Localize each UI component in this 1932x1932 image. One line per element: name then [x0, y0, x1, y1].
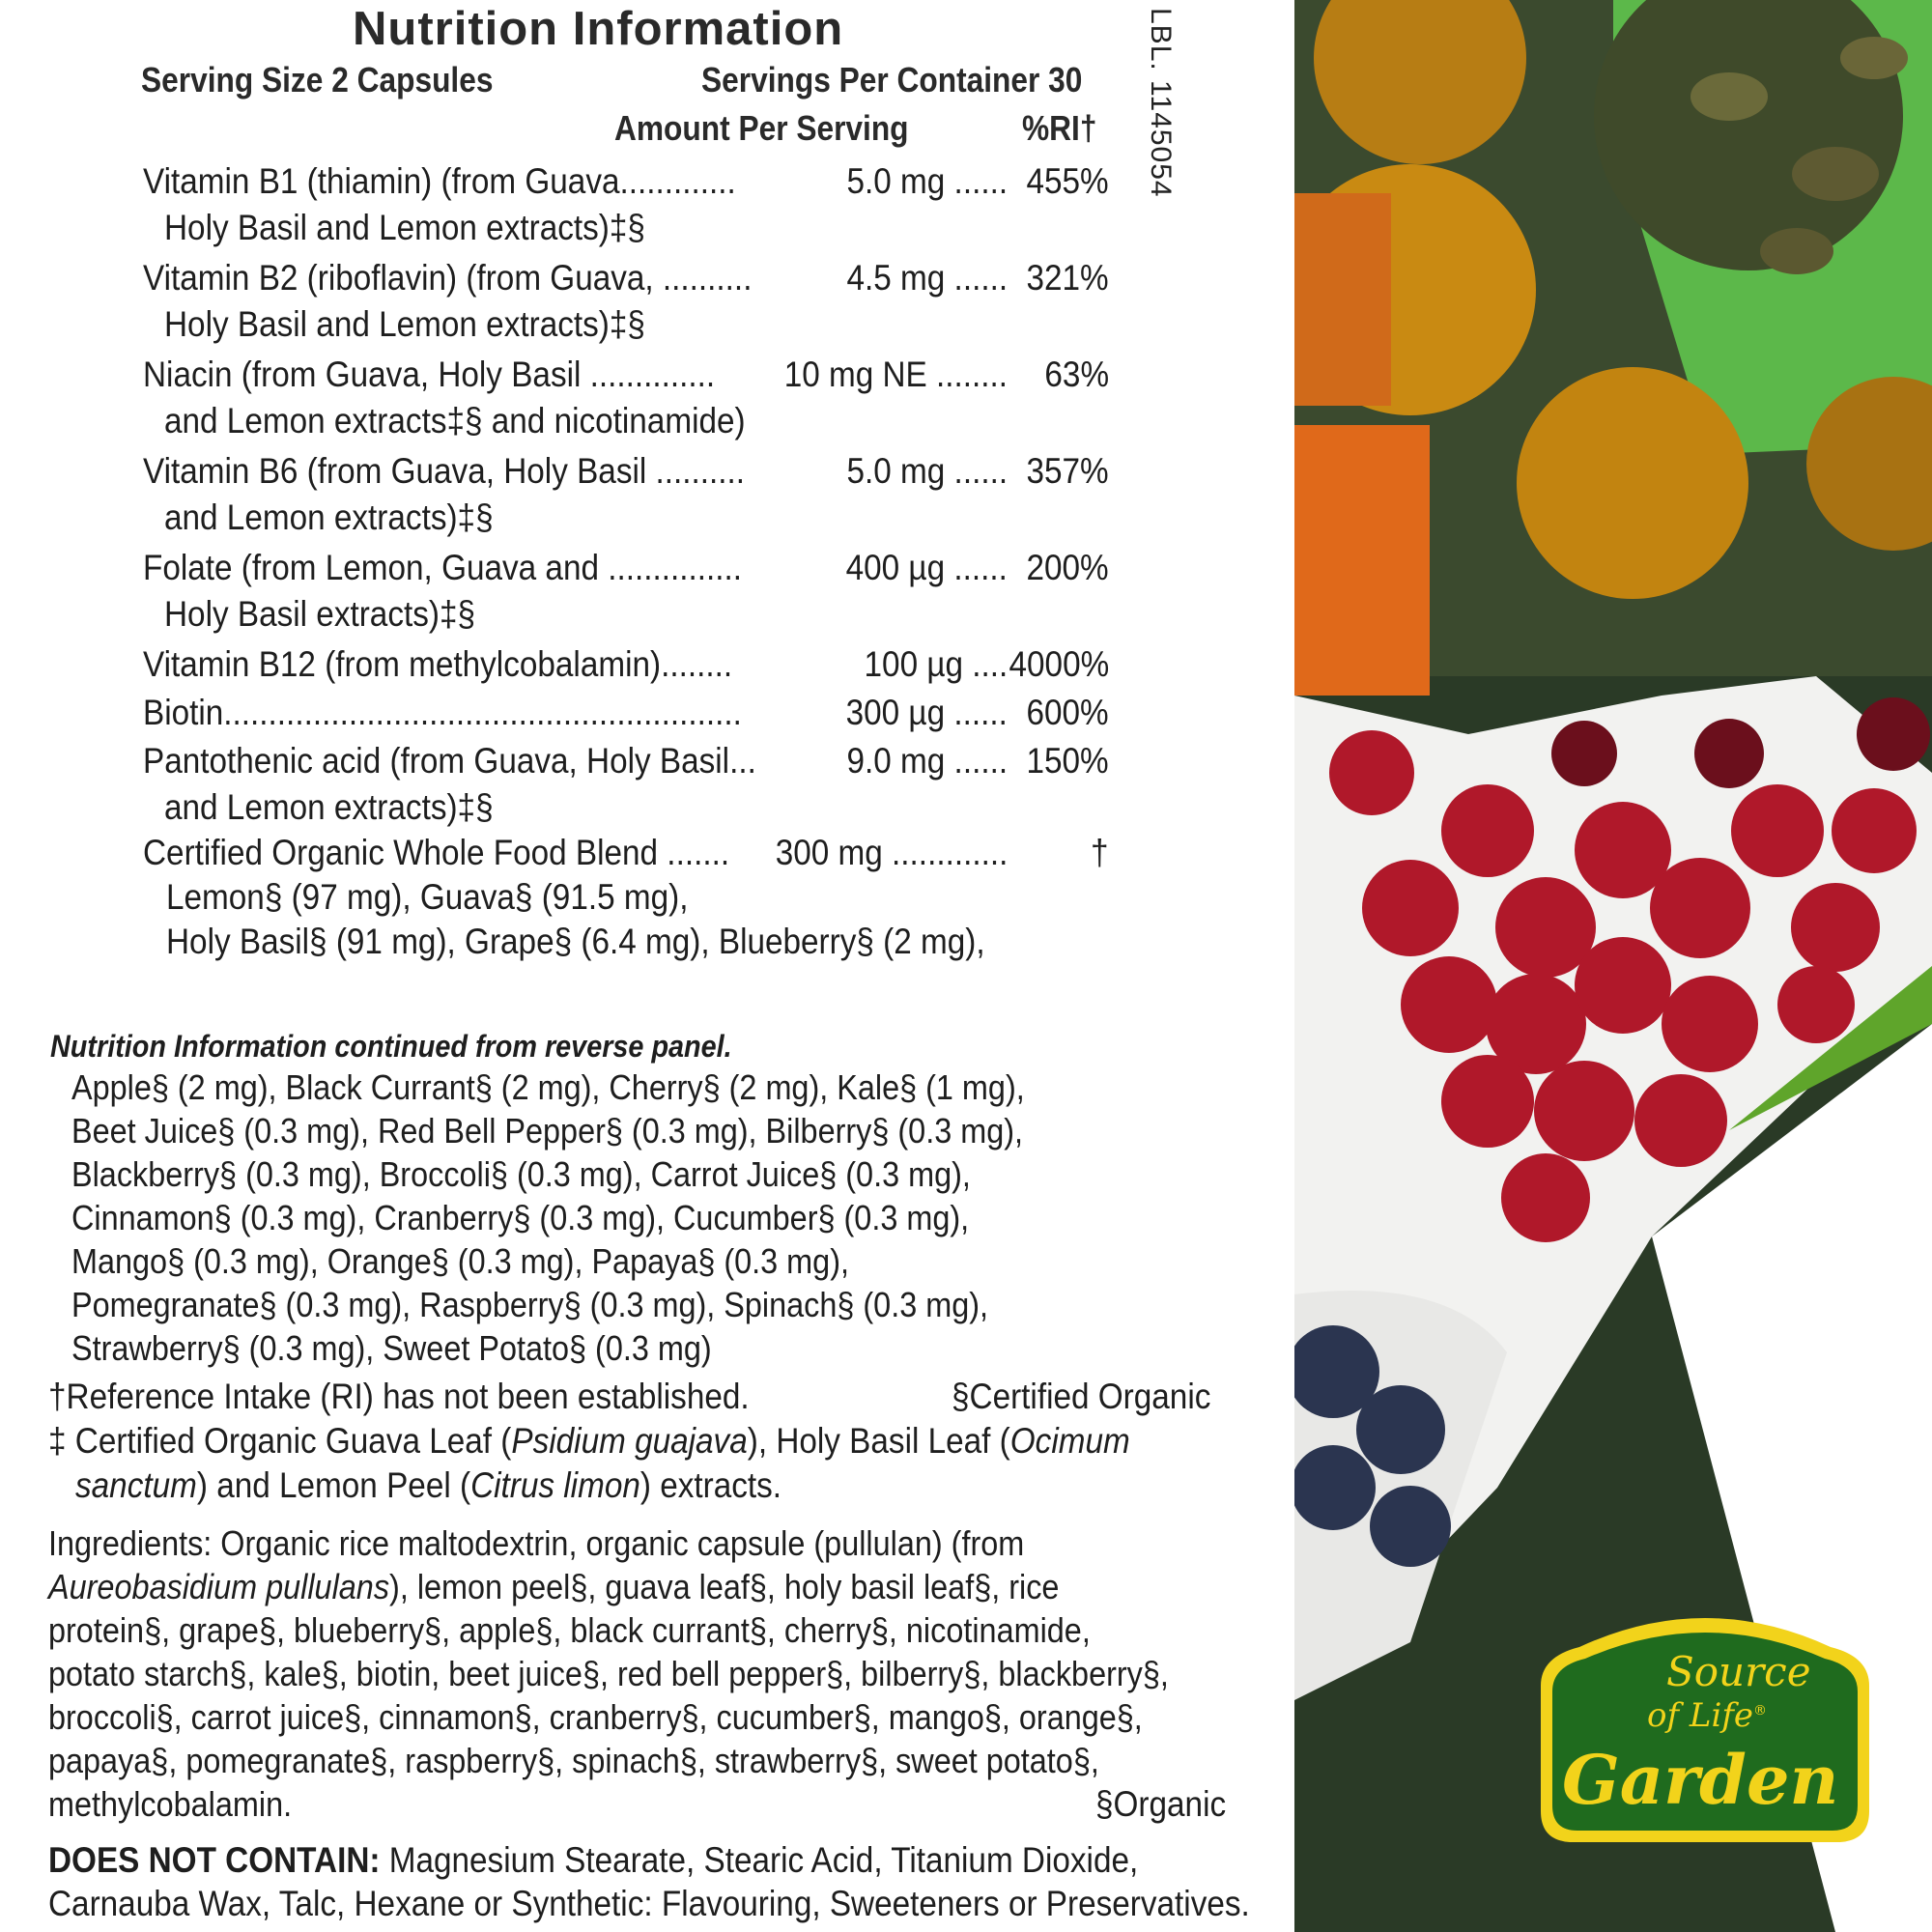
- nutrient-row: [143, 644, 1109, 693]
- footnote-latin: Citrus limon: [470, 1465, 640, 1505]
- footnote-latin: sanctum: [75, 1465, 197, 1505]
- nutrient-amount: 10 mg NE ........: [783, 355, 1008, 394]
- nutrient-amount: 100 µg ....: [864, 644, 1008, 684]
- logo-garden-text: Garden: [1562, 1740, 1839, 1820]
- ri-footnote: †Reference Intake (RI) has not been established.: [48, 1377, 750, 1416]
- footnote-text: ) and Lemon Peel (: [196, 1465, 471, 1505]
- nutrient-row: [143, 741, 1109, 827]
- nutrient-ri: 63%: [1044, 355, 1109, 394]
- footnote-text: ‡ Certified Organic Guava Leaf (: [48, 1421, 512, 1461]
- nutrient-row: [143, 355, 1109, 440]
- ingredients-line: methylcobalamin.: [48, 1784, 293, 1824]
- continued-title: Nutrition Information continued from reverse panel.: [50, 1029, 732, 1064]
- footnote-text: ) extracts.: [639, 1465, 782, 1505]
- nutrient-ri: †: [1091, 833, 1109, 872]
- continued-line: Blackberry§ (0.3 mg), Broccoli§ (0.3 mg), Carrot Juice§ (0.3 mg),: [71, 1154, 971, 1194]
- nutrient-row: [143, 258, 1109, 344]
- blend-line: Holy Basil§ (91 mg), Grape§ (6.4 mg), Blueberry§ (2 mg),: [166, 922, 985, 961]
- logo-source-text: Source: [1666, 1648, 1811, 1695]
- nutrient-ri: 200%: [1026, 548, 1109, 587]
- nutrient-amount: 400 µg ......: [845, 548, 1008, 587]
- continued-line: Pomegranate§ (0.3 mg), Raspberry§ (0.3 mg), Spinach§ (0.3 mg),: [71, 1285, 989, 1324]
- nutrient-amount: 300 µg ......: [845, 693, 1008, 732]
- nutrient-source: and Lemon extracts‡§ and nicotinamide): [164, 401, 746, 440]
- nutrient-name: Pantothenic acid (from Guava, Holy Basil...: [143, 741, 756, 781]
- does-not-contain-cont: Carnauba Wax, Talc, Hexane or Synthetic: Flavouring, Sweeteners or Preservatives.: [48, 1884, 1250, 1923]
- ingredient-text: ), lemon peel§, guava leaf§, holy basil leaf§, rice: [389, 1567, 1060, 1606]
- nutrient-amount: 5.0 mg ......: [846, 161, 1008, 201]
- nutrient-source: Holy Basil extracts)‡§: [164, 594, 476, 634]
- ingredients-line: broccoli§, carrot juice§, cinnamon§, cranberry§, cucumber§, mango§, orange§,: [48, 1697, 1143, 1737]
- continued-line: Cinnamon§ (0.3 mg), Cranberry§ (0.3 mg), Cucumber§ (0.3 mg),: [71, 1198, 970, 1237]
- nutrient-ri: 455%: [1026, 161, 1109, 201]
- nutrient-amount: 9.0 mg ......: [846, 741, 1008, 781]
- serving-size: Serving Size 2 Capsules: [141, 60, 494, 99]
- blend-line: Lemon§ (97 mg), Guava§ (91.5 mg),: [166, 877, 689, 917]
- footnote-text: ), Holy Basil Leaf (: [747, 1421, 1010, 1461]
- continued-line: Strawberry§ (0.3 mg), Sweet Potato§ (0.3 mg): [71, 1328, 712, 1368]
- nutrient-name: Niacin (from Guava, Holy Basil ..............: [143, 355, 716, 394]
- label-code: LBL. 1145054: [1145, 8, 1177, 198]
- nutrient-name: Folate (from Lemon, Guava and ...............: [143, 548, 743, 587]
- nutrient-source: Holy Basil and Lemon extracts)‡§: [164, 208, 645, 247]
- nutrient-ri: 357%: [1026, 451, 1109, 491]
- nutrient-ri: 600%: [1026, 693, 1109, 732]
- nutrient-amount: 5.0 mg ......: [846, 451, 1008, 491]
- ingredients-line: protein§, grape§, blueberry§, apple§, black currant§, cherry§, nicotinamide,: [48, 1610, 1091, 1650]
- nutrient-source: Holy Basil and Lemon extracts)‡§: [164, 304, 645, 344]
- organic-note: §Organic: [1095, 1784, 1227, 1824]
- continued-line: Apple§ (2 mg), Black Currant§ (2 mg), Cherry§ (2 mg), Kale§ (1 mg),: [71, 1067, 1025, 1107]
- does-not-contain: [48, 1840, 1138, 1881]
- ingredient-latin: Aureobasidium pullulans: [48, 1567, 390, 1606]
- nutrient-row: [143, 548, 1109, 634]
- footnote-latin: Psidium guajava: [511, 1421, 748, 1461]
- nutrient-name: Vitamin B12 (from methylcobalamin)........: [143, 644, 733, 684]
- nutrient-amount: 300 mg .............: [775, 833, 1008, 872]
- ri-header: %RI†: [1022, 108, 1097, 148]
- nutrient-ri: 4000%: [1009, 644, 1109, 684]
- amount-per-serving-header: Amount Per Serving: [614, 108, 909, 148]
- continued-line: Mango§ (0.3 mg), Orange§ (0.3 mg), Papaya§ (0.3 mg),: [71, 1241, 849, 1281]
- servings-per-container: Servings Per Container 30: [701, 60, 1083, 99]
- organic-footnote: §Certified Organic: [952, 1377, 1211, 1416]
- nutrient-source: and Lemon extracts)‡§: [164, 787, 494, 827]
- nutrient-name: Biotin..........................................................: [143, 693, 742, 732]
- nutrient-source: and Lemon extracts)‡§: [164, 497, 494, 537]
- does-not-contain-text: Magnesium Stearate, Stearic Acid, Titanium Dioxide,: [380, 1840, 1139, 1880]
- nutrient-row: [143, 833, 1109, 881]
- nutrient-name: Vitamin B1 (thiamin) (from Guava.............: [143, 161, 736, 201]
- ingredients-line: papaya§, pomegranate§, raspberry§, spinach§, strawberry§, sweet potato§,: [48, 1741, 1099, 1780]
- nutrient-ri: 150%: [1026, 741, 1109, 781]
- nutrient-row: [143, 693, 1109, 741]
- logo-graphic: [1521, 1599, 1889, 1860]
- nutrient-name: Vitamin B2 (riboflavin) (from Guava, ..........: [143, 258, 753, 298]
- logo-oflife-text: of Life: [1647, 1696, 1754, 1735]
- logo-registered-mark: ®: [1753, 1703, 1767, 1719]
- ingredients-line: [48, 1567, 1126, 1607]
- nutrient-row: [143, 161, 1109, 247]
- nutrient-amount: 4.5 mg ......: [846, 258, 1008, 298]
- ingredients-line: Ingredients: Organic rice maltodextrin, organic capsule (pullulan) (from: [48, 1523, 1025, 1563]
- does-not-contain-label: DOES NOT CONTAIN:: [48, 1840, 381, 1880]
- panel-title: Nutrition Information: [353, 3, 844, 55]
- nutrient-row: [143, 451, 1109, 537]
- ingredients-line: potato starch§, kale§, biotin, beet juice§, red bell pepper§, bilberry§, blackberry§,: [48, 1654, 1169, 1693]
- footnote-latin: Ocimum: [1009, 1421, 1130, 1461]
- extracts-footnote: [48, 1421, 1130, 1462]
- nutrient-name: Vitamin B6 (from Guava, Holy Basil ..........: [143, 451, 746, 491]
- nutrient-ri: 321%: [1026, 258, 1109, 298]
- extracts-footnote-cont: [75, 1465, 781, 1506]
- continued-line: Beet Juice§ (0.3 mg), Red Bell Pepper§ (0.3 mg), Bilberry§ (0.3 mg),: [71, 1111, 1024, 1151]
- source-of-life-garden-logo: [1521, 1599, 1889, 1860]
- nutrient-name: Certified Organic Whole Food Blend .......: [143, 833, 730, 872]
